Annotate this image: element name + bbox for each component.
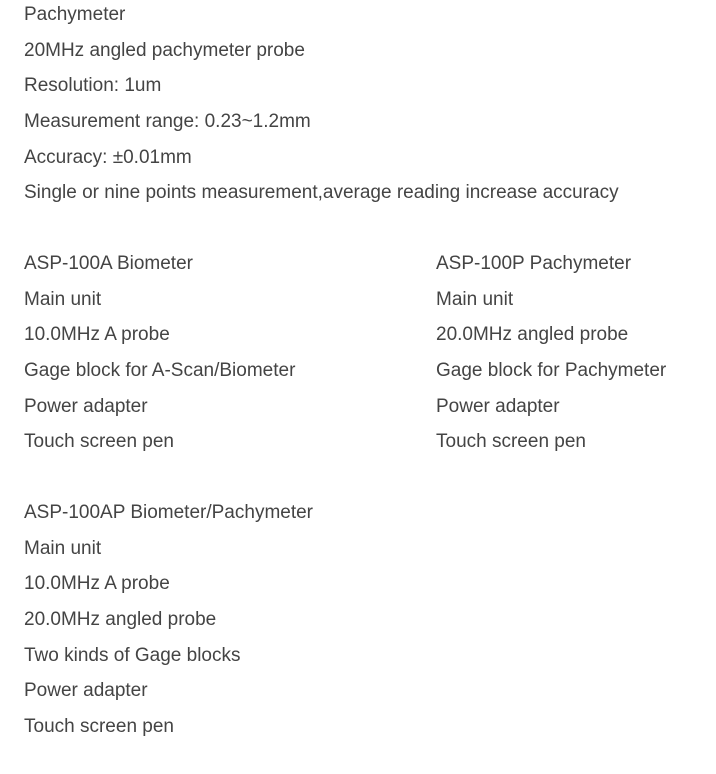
list-item: 20.0MHz angled probe	[24, 609, 217, 631]
list-item: Resolution: 1um	[24, 75, 162, 97]
list-item: 10.0MHz A probe	[24, 573, 170, 595]
list-item: Gage block for A-Scan/Biometer	[24, 360, 296, 382]
list-item: Touch screen pen	[436, 431, 586, 453]
list-item: Gage block for Pachymeter	[436, 360, 667, 382]
list-item: Main unit	[24, 537, 102, 559]
asp-100ap-package-list	[24, 495, 313, 745]
list-item: 20.0MHz angled probe	[436, 324, 629, 346]
section-heading: Pachymeter	[24, 4, 126, 25]
list-item: Touch screen pen	[24, 716, 174, 738]
section-heading: ASP-100A Biometer	[24, 253, 193, 274]
list-item: 10.0MHz A probe	[24, 324, 170, 346]
list-item: Power adapter	[24, 680, 148, 702]
list-item: Main unit	[436, 288, 514, 310]
section-heading: ASP-100AP Biometer/Pachymeter	[24, 502, 314, 523]
list-item: Power adapter	[24, 395, 148, 417]
list-item: Main unit	[24, 288, 102, 310]
section-heading: ASP-100P Pachymeter	[436, 253, 632, 274]
asp-100p-package-list	[436, 246, 666, 460]
list-item: Touch screen pen	[24, 431, 174, 453]
list-item: Accuracy: ±0.01mm	[24, 146, 192, 168]
asp-100a-package-list	[24, 246, 295, 460]
list-item: Measurement range: 0.23~1.2mm	[24, 111, 311, 133]
list-item: Power adapter	[436, 395, 560, 417]
pachymeter-specs	[24, 0, 619, 211]
list-item: Single or nine points measurement,average reading increase accuracy	[24, 182, 619, 204]
list-item: Two kinds of Gage blocks	[24, 644, 241, 666]
list-item: 20MHz angled pachymeter probe	[24, 39, 305, 61]
